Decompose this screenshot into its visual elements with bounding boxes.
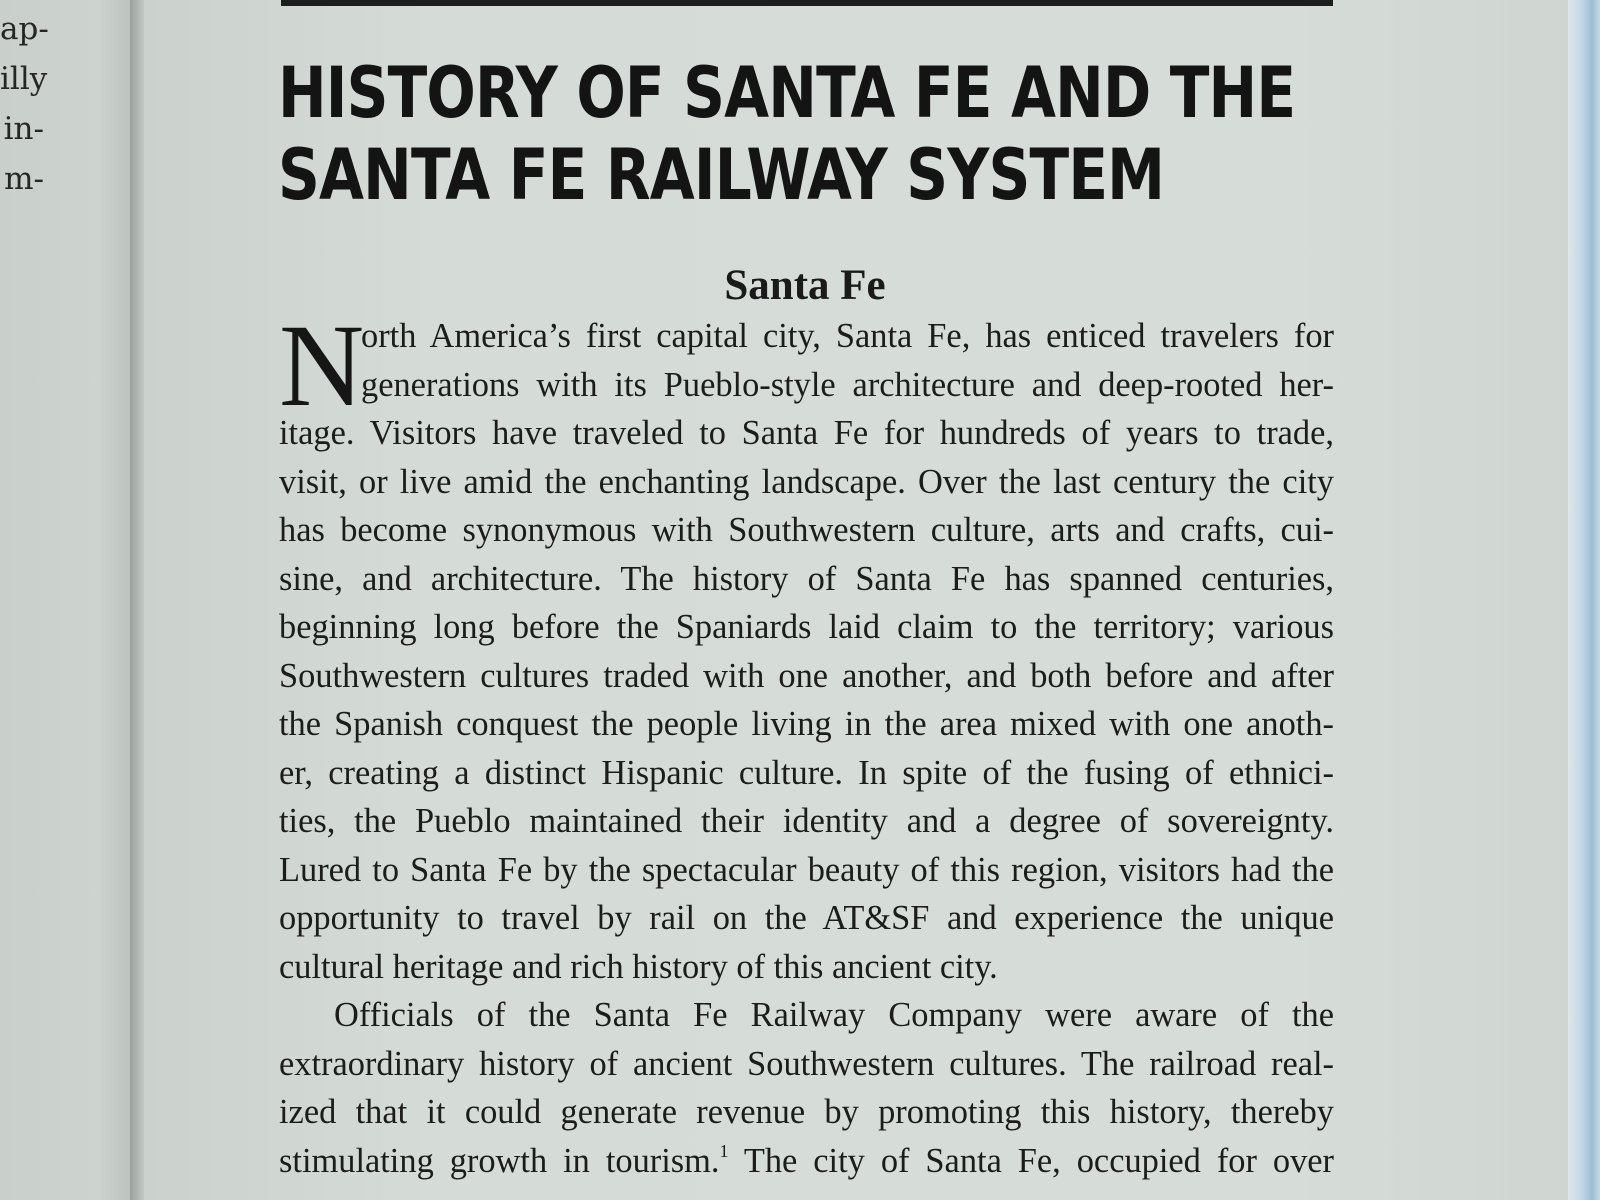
paragraph-2: [279, 991, 1334, 1185]
body-text: [279, 300, 1334, 1185]
text-line: generations with its Pueblo-style architecture and deep-rooted her-: [361, 365, 1334, 404]
page-edge-background: [1568, 0, 1600, 1200]
text-line: Officials of the Santa Fe Railway Company were aware of the: [334, 996, 1334, 1034]
top-rule: [281, 0, 1333, 6]
text-line: ized that it could generate revenue by promoting this history, thereby: [279, 1093, 1334, 1131]
text-line: beginning long before the Spaniards laid claim to the territory; various: [279, 608, 1334, 646]
text-line: has become synonymous with Southwestern culture, arts and crafts, cui-: [279, 511, 1334, 549]
chapter-title: [278, 52, 1296, 216]
text-line: the Spanish conquest the people living in the area mixed with one anoth-: [279, 705, 1334, 743]
left-fragment: ap-: [0, 11, 49, 47]
paragraph-1: [279, 300, 1334, 991]
left-page-text-fragments: [0, 0, 60, 204]
text-line: er, creating a distinct Hispanic culture. In spite of the fusing of ethnici-: [279, 753, 1334, 792]
text-line-with-footnote: [279, 1137, 1334, 1186]
section-heading: Santa Fe: [724, 262, 886, 309]
text-line: ties, the Pueblo maintained their identity and a degree of sovereignty.: [279, 802, 1334, 840]
text-line: cultural heritage and rich history of this ancient city.: [279, 947, 998, 986]
text-line: Southwestern cultures traded with one another, and both before and after: [279, 656, 1334, 695]
text-fragment: The city of Santa Fe, occupied for over: [728, 1141, 1334, 1180]
text-line: opportunity to travel by rail on the AT&SF and experience the unique: [279, 899, 1334, 937]
left-fragment: in-: [3, 111, 44, 147]
left-page: [0, 0, 140, 1200]
text-line: orth America’s first capital city, Santa Fe, has enticed travelers for: [361, 317, 1334, 355]
drop-cap: N: [279, 300, 365, 431]
left-fragment: illy: [0, 61, 48, 97]
text-line: visit, or live amid the enchanting landscape. Over the last century the city: [279, 462, 1334, 501]
text-line: sine, and architecture. The history of Santa Fe has spanned centuries,: [279, 559, 1334, 598]
text-line: extraordinary history of ancient Southwestern cultures. The railroad real-: [279, 1044, 1334, 1083]
text-line: Lured to Santa Fe by the spectacular beauty of this region, visitors had the: [279, 850, 1334, 889]
chapter-title-line-2: SANTA FE RAILWAY SYSTEM: [278, 134, 1165, 216]
text-fragment: stimulating growth in tourism.: [279, 1141, 720, 1180]
footnote-marker: 1: [719, 1141, 729, 1162]
text-line: itage. Visitors have traveled to Santa Fe for hundreds of years to trade,: [279, 414, 1334, 452]
chapter-title-line-1: HISTORY OF SANTA FE AND THE: [278, 52, 1296, 134]
left-fragment: m-: [4, 161, 44, 197]
